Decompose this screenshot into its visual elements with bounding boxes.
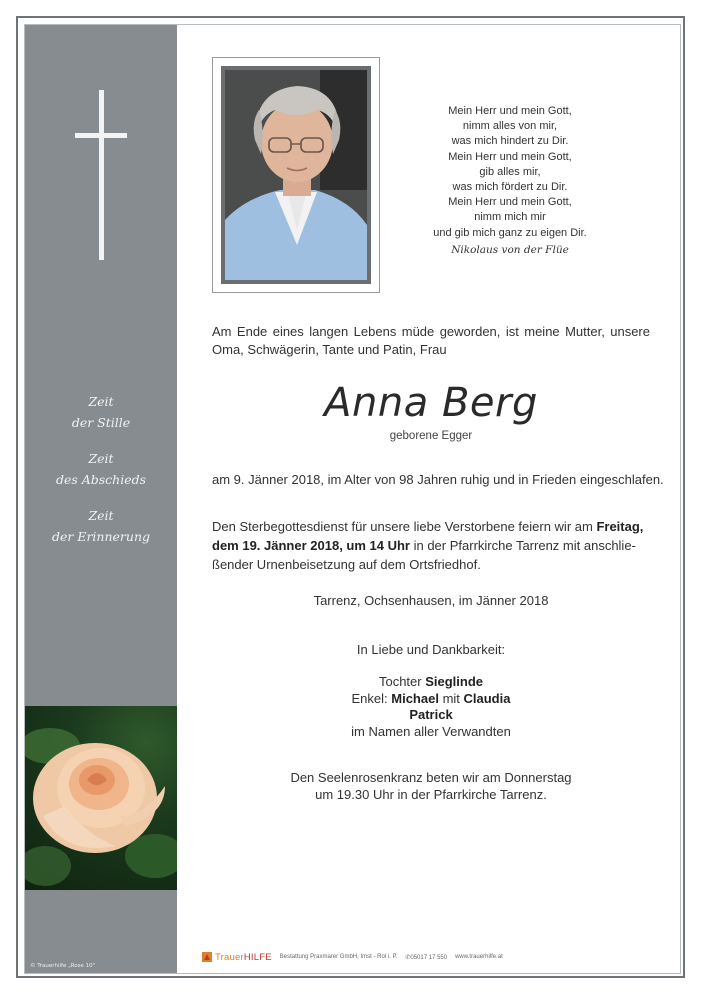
- cross-icon-bar: [75, 133, 127, 138]
- funeral-text: ßender Urnenbeisetzung auf dem Ortsfriedhof.: [212, 557, 481, 572]
- cross-icon: [99, 90, 104, 260]
- maiden-name: geborene Egger: [389, 430, 473, 442]
- place-date-text: Tarrenz, Ochsenhausen, im Jänner 2018: [313, 593, 549, 608]
- zeit-text: der Stille: [71, 415, 131, 430]
- portrait-frame: [212, 57, 380, 293]
- funeral-date: dem 19. Jänner 2018, um 14 Uhr: [212, 538, 410, 553]
- company-text: Bestattung Praxmarer GmbH, Imst - Rol i. P.: [279, 954, 398, 960]
- date-of-death: am 9. Jänner 2018, im Alter von 98 Jahren ruhig und in Frieden eingeschlafen.: [212, 472, 664, 487]
- zeit-label: Zeit: [88, 451, 114, 466]
- zeit-text: der Erinnerung: [51, 529, 151, 544]
- rosary-text: um 19.30 Uhr in der Pfarrkirche Tarrenz.: [315, 786, 547, 802]
- family-name: Claudia: [463, 690, 511, 706]
- zeit-erinnerung: [25, 505, 177, 547]
- family-label: Tochter: [378, 674, 426, 689]
- brand-part: Trauer: [215, 951, 244, 963]
- family-name: Sieglinde: [425, 674, 484, 689]
- zeit-abschied: [25, 448, 177, 490]
- place-date: [212, 593, 650, 610]
- poem-line: gib alles mir,: [479, 165, 541, 178]
- poem-line: was mich hindert zu Dir.: [451, 135, 569, 148]
- rosary-info: [212, 770, 650, 803]
- poem-author: Nikolaus von der Flüe: [451, 243, 569, 256]
- intro-text: Am Ende eines langen Lebens müde geworden, ist meine Mutter, unsere Oma, Schwägerin, Tante und Patin, Frau: [212, 324, 650, 357]
- portrait-photo: [221, 66, 371, 284]
- poem-line: nimm mich mir: [474, 211, 546, 224]
- poem-line: und gib mich ganz zu eigen Dir.: [433, 226, 587, 239]
- funeral-info: [212, 517, 652, 574]
- family-name: Michael: [391, 690, 439, 706]
- zeit-stille: [25, 391, 177, 433]
- family-label: mit: [438, 690, 464, 706]
- poem-line: nimm alles von mir,: [462, 120, 558, 133]
- zeit-label: Zeit: [88, 394, 114, 409]
- poem-line: was mich fördert zu Dir.: [452, 181, 568, 194]
- poem-line: Mein Herr und mein Gott,: [448, 105, 572, 117]
- poem: [400, 104, 620, 258]
- brand-part: HILFE: [243, 951, 272, 963]
- funeral-text: Den Sterbegottesdienst für unsere liebe Verstorbene feiern wir am: [212, 519, 597, 534]
- trauerhilfe-logo-icon: [202, 952, 212, 962]
- funeral-day: Freitag,: [596, 519, 644, 534]
- gratitude-text: In Liebe und Dankbarkeit:: [356, 642, 506, 657]
- poem-line: Mein Herr und mein Gott,: [448, 196, 572, 209]
- phone-text: ✆05017 17 550: [405, 954, 448, 961]
- rose-image: [25, 706, 177, 890]
- zeit-label: Zeit: [88, 508, 114, 523]
- funeral-text: in der Pfarrkirche Tarrenz mit anschlie-: [409, 538, 636, 553]
- rosary-text: Den Seelenrosenkranz beten wir am Donnerstag: [290, 770, 572, 785]
- website-link[interactable]: www.trauerhilfe.at: [455, 954, 503, 960]
- zeit-text: des Abschieds: [55, 472, 147, 487]
- family-name: Patrick: [409, 707, 453, 722]
- brand-name: [215, 952, 272, 963]
- family-label: Enkel:: [351, 690, 392, 706]
- footer: [202, 950, 503, 964]
- poem-line: Mein Herr und mein Gott,: [448, 150, 572, 163]
- copyright-text: © Trauerhilfe „Rose 10": [30, 963, 96, 969]
- family-verwandte: im Namen aller Verwandten: [351, 723, 511, 739]
- deceased-name: Anna Berg: [324, 380, 538, 426]
- gratitude: [212, 642, 650, 659]
- family-list: [212, 674, 650, 740]
- sidebar: [25, 25, 177, 973]
